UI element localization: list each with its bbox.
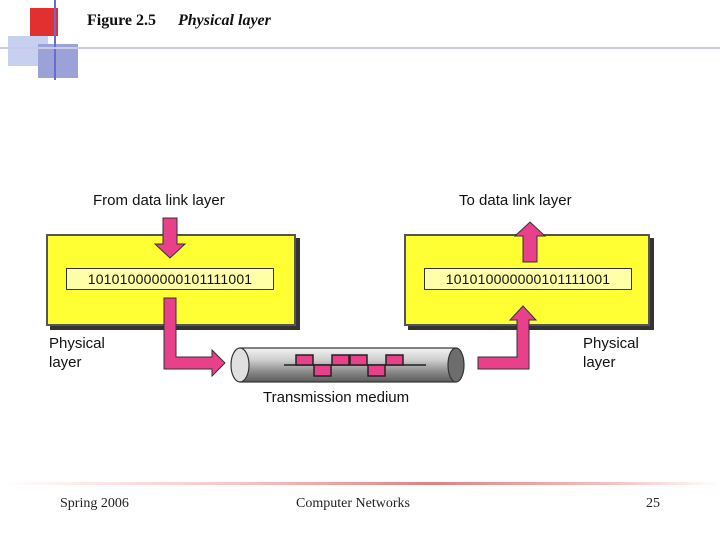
left-elbow-arrow-icon xyxy=(164,298,225,376)
right-physical-label-line1: Physical xyxy=(583,335,639,352)
footer-course: Computer Networks xyxy=(296,496,410,511)
footer-date: Spring 2006 xyxy=(60,496,129,511)
left-bit-string: 101010000000101111001 xyxy=(66,268,274,290)
right-bit-string: 101010000000101111001 xyxy=(424,268,632,290)
footer-divider xyxy=(0,482,720,485)
transmission-medium-label: Transmission medium xyxy=(263,389,410,406)
up-arrow-icon xyxy=(515,222,545,262)
down-arrow-icon xyxy=(155,218,185,258)
right-elbow-arrow-icon xyxy=(478,306,536,369)
left-physical-label-line1: Physical xyxy=(49,335,105,352)
figure-number: Figure 2.5 xyxy=(87,12,157,29)
from-data-link-label: From data link layer xyxy=(93,192,225,209)
figure-title: Physical layer xyxy=(178,12,271,29)
page-number: 25 xyxy=(646,496,660,511)
right-physical-label-line2: layer xyxy=(583,354,616,371)
left-physical-label-line2: layer xyxy=(49,354,82,371)
to-data-link-label: To data link layer xyxy=(459,192,572,209)
